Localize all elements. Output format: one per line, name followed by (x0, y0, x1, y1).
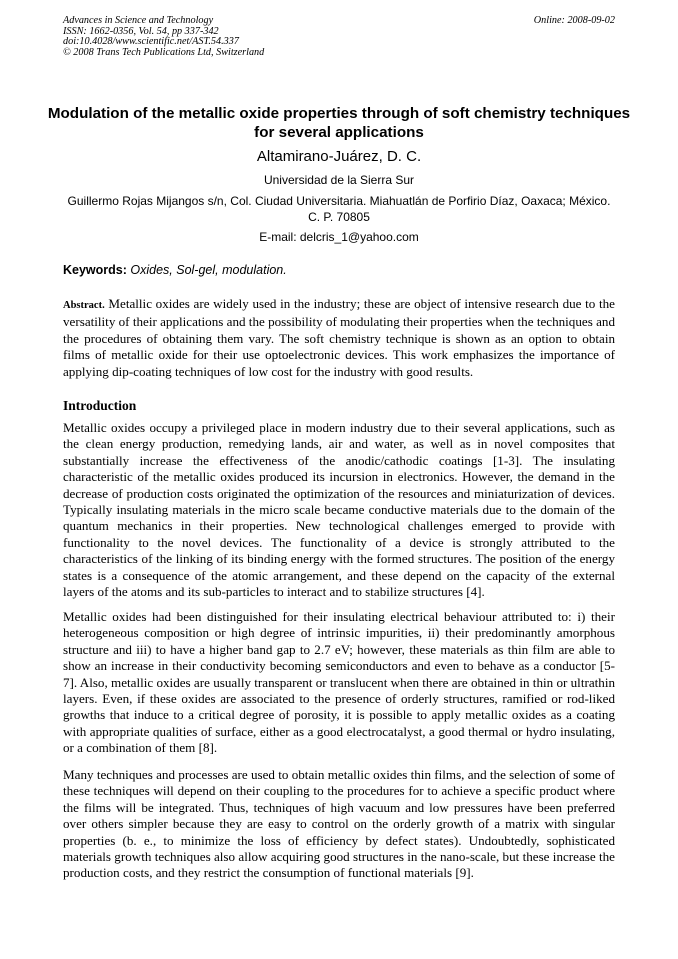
copyright-line: © 2008 Trans Tech Publications Ltd, Switzerland (63, 46, 265, 58)
affiliation: Universidad de la Sierra Sur (263, 173, 415, 187)
abstract-text: Metallic oxides are widely used in the industry; these are object of intensive research due to the versatility of their applications and the possibility of modulating their properties when the techniques and the procedures of obtaining them vary. The soft chemistry technique is shown as an option to obtain films of metallic oxide for their use optoelectronic devices. This work emphasizes the importance of applying dip-coating techniques of low cost for the industry with good results. (63, 296, 615, 379)
address: Guillermo Rojas Mijangos s/n, Col. Ciudad Universitaria. Miahuatlán de Porfirio Díaz, Oaxaca; México. C. P. 70805 (67, 194, 611, 224)
keywords (63, 263, 287, 277)
section-heading-introduction: Introduction (63, 398, 137, 413)
keywords-text: Oxides, Sol-gel, modulation. (130, 263, 287, 277)
intro-paragraph-2: Metallic oxides had been distinguished for their insulating electrical behaviour attributed to: i) their heterogeneous composition or high degree of intrinsic impurities, ii) their predominantly amorphous structure and iii) to have a higher band gap to 2.7 eV; however, these materials as thin film are able to show an increase in their conductivity becoming semiconductors and even to behave as a conductor [5-7]. Also, metallic oxides are usually transparent or translucent when there are obtained in thin or ultrathin layers. Even, if these oxides are associated to the presence of orderly structures, ramified or rod-liked growths that induce to a critical degree of porosity, it is possible to apply metallic oxides as a coating with appropriate qualities of surface, either as a good electrocatalyst, a good thermal or hydro insulating, or a combination of them [8]. (63, 609, 615, 756)
author-name: Altamirano-Juárez, D. C. (256, 148, 422, 165)
intro-paragraph-3: Many techniques and processes are used to obtain metallic oxides thin films, and the selection of some of these techniques will depend on their coupling to the procedures for to achieve a specific product where the films will be integrated. Thus, techniques of high vacuum and low pressures have been preferred over others simpler because they are easy to control on the orderly growth of a matrix with singular properties (b. e., to minimize the loss of efficiency by defect states). Undoubtedly, sophisticated materials growth techniques also allow acquiring good structures in the nano-scale, but these increase the production costs, and they restrict the consumption of functional materials [9]. (63, 767, 615, 881)
online-date: Online: 2008-09-02 (533, 15, 615, 26)
journal-header (63, 16, 264, 58)
abstract (63, 296, 615, 380)
doi-line: doi:10.4028/www.scientific.net/AST.54.337 (63, 36, 239, 48)
keywords-label: Keywords: (63, 263, 127, 277)
email: E-mail: delcris_1@yahoo.com (259, 230, 419, 244)
issn-line: ISSN: 1662-0356, Vol. 54, pp 337-342 (63, 25, 219, 37)
abstract-label: Abstract. (63, 300, 105, 311)
journal-name: Advances in Science and Technology (63, 15, 214, 26)
paper-title: Modulation of the metallic oxide properties through of soft chemistry techniques for several applications (47, 105, 631, 141)
intro-paragraph-1: Metallic oxides occupy a privileged place in modern industry due to their several applications, such as the clean energy production, remedying lands, air and water, as well as in novel composites that substantially increase the effectiveness of the anodic/cathodic coatings [1-3]. The insulating characteristic of the metallic oxides produced its incursion in electronics. However, the demand in the decrease of production costs originated the optimization of the resources and miniaturization of devices. Typically insulating materials in the micro scale became conductive materials due to the domain of the quantum mechanics in their properties. New technological challenges emerged to provide with functionality to the novel devices. The functionality of a device is strongly attributed to the characteristics of the linking of its binding energy with the formed structures. The position of the energy states is a consequence of the atomic arrangement, and these depend on the capacity of the external layers of the atoms and its sub-particles to interact and to stabilize structures [4]. (63, 420, 615, 600)
